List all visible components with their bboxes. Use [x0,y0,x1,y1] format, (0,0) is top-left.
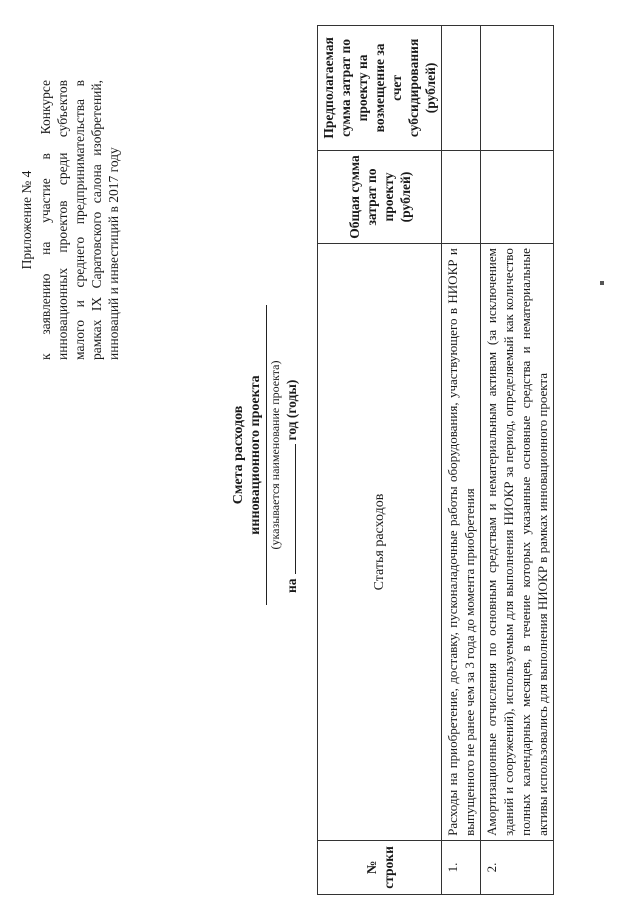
appendix-block [18,80,122,360]
row-subsidy-amount [442,26,481,151]
header-subsidy-amount: Предполагаемая сумма затрат по проекту на возмещение за счет субсидирования (рублей) [318,26,442,151]
project-name-note: (указывается наименование проекта) [268,360,282,550]
row-expense-item: Расходы на приобретение, доставку, пусконаладочные работы оборудования, участвующего в НИОКР и выпущенного не ранее чем за 3 года до момента приобретения [442,244,481,841]
row-expense-item: Амортизационные отчисления по основным средствам и нематериальным активам (за исключением зданий и сооружений), используемым для выполнения НИОКР за период, определяемый как количество полных календарных месяцев, в течение которых указанные основные средства и нематериальные активы использовались для выполнения НИОКР в рамках инновационного проекта [481,244,554,841]
row-total-cost [442,150,481,243]
title-line-2: инновационного проекта [248,375,263,535]
year-blank [283,444,296,574]
row-number: 1. [442,840,481,894]
row-number: 2. [481,840,554,894]
budget-table [317,25,554,895]
scan-speck [600,281,604,285]
table-row [442,26,481,895]
header-expense-item: Статья расходов [318,244,442,841]
header-row-number: № строки [318,840,442,894]
title-line-1: Смета расходов [231,405,246,505]
project-name-line [266,305,267,605]
table-row [481,26,554,895]
appendix-title: Приложение № 4 [19,170,34,270]
header-total-cost: Общая сумма затрат по проекту (рублей) [318,150,442,243]
row-total-cost [481,150,554,243]
year-suffix: год (годы) [284,379,299,441]
row-subsidy-amount [481,26,554,151]
page-title [230,285,264,625]
appendix-text: к заявлению на участие в Конкурсе инновационных проектов среди субъектов малого и среднего предпринимательства в рамках IX Саратовского салона изобретений, инноваций и инвестиций в 2017 году [38,80,121,360]
table-header-row [318,26,442,895]
year-line [283,293,300,593]
year-prefix: на [284,578,299,593]
